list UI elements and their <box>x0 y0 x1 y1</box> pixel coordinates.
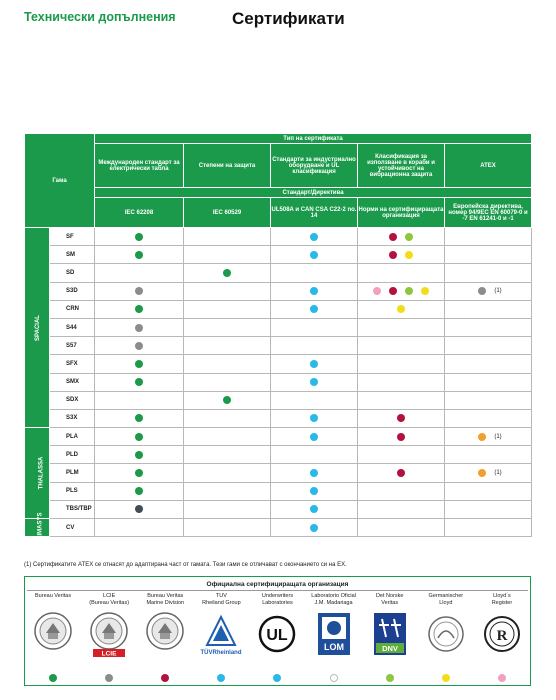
table-row <box>25 246 532 264</box>
cert-cell <box>184 318 271 336</box>
cert-cell <box>271 464 358 482</box>
cyan-dot-icon <box>310 414 318 422</box>
group-label-text: THALASSA <box>38 456 45 490</box>
cert-cell <box>445 391 532 409</box>
footnote-ref: (1) <box>494 288 502 295</box>
svg-text:DNV: DNV <box>381 644 398 653</box>
green-dot-icon <box>135 251 143 259</box>
cert-cell <box>95 337 184 355</box>
column-header: ATEX <box>445 144 532 188</box>
table-row <box>25 282 532 300</box>
cert-cell <box>184 300 271 318</box>
cert-cell <box>445 373 532 391</box>
product-name: PLD <box>50 446 95 464</box>
cyan-dot-icon <box>217 674 225 682</box>
cert-cell <box>184 519 271 537</box>
green-dot-icon <box>223 396 231 404</box>
product-name: TBS/TBP <box>50 500 95 518</box>
org-name-line: LCIE <box>103 593 116 599</box>
table-row <box>25 373 532 391</box>
cert-cell <box>95 228 184 246</box>
lcie-seal-icon <box>87 610 131 658</box>
table-row <box>25 391 532 409</box>
org-name <box>89 592 129 610</box>
cert-cell <box>445 482 532 500</box>
cert-cell <box>271 391 358 409</box>
cyan-dot-icon <box>273 674 281 682</box>
cyan-dot-icon <box>310 524 318 532</box>
cert-cell <box>445 519 532 537</box>
org-name-line: Underwriters <box>261 593 294 599</box>
standard-cell: Норми на сертифициращата организация <box>358 198 445 228</box>
cert-cell <box>184 282 271 300</box>
cert-cell <box>271 264 358 282</box>
page-title: Сертификати <box>232 9 345 28</box>
org-name <box>262 592 293 610</box>
org-name-line: Laboratorio Oficial <box>311 593 356 599</box>
certificates-table <box>24 133 532 544</box>
org-name <box>429 592 464 610</box>
cert-cell <box>271 482 358 500</box>
cyan-dot-icon <box>310 378 318 386</box>
cert-cell <box>445 246 532 264</box>
cert-cell <box>271 246 358 264</box>
table-row <box>25 446 532 464</box>
cert-cell <box>358 519 445 537</box>
cert-cell <box>445 337 532 355</box>
green-dot-icon <box>135 469 143 477</box>
green-dot-icon <box>135 433 143 441</box>
cyan-dot-icon <box>310 433 318 441</box>
green-dot-icon <box>49 674 57 682</box>
green-dot-icon <box>135 451 143 459</box>
svg-text:R: R <box>496 628 508 644</box>
section-title: Технически допълнения <box>24 10 176 24</box>
cert-cell <box>271 300 358 318</box>
cert-cell <box>95 464 184 482</box>
white-dot-icon <box>330 674 338 682</box>
footnote: (1) Сертификатите ATEX се отнасят до адаптирана част от гамата. Тези гами се отличават с окончанието си на EX. <box>24 562 347 568</box>
group-label-text: CLIMASYS <box>37 512 44 544</box>
green-dot-icon <box>135 378 143 386</box>
cert-cell <box>271 519 358 537</box>
org-item <box>249 592 305 682</box>
cert-cell <box>184 446 271 464</box>
org-item <box>474 592 530 682</box>
cert-cell <box>184 373 271 391</box>
cert-cell <box>95 318 184 336</box>
tuv-rheinland-icon <box>199 610 243 658</box>
table-row <box>25 355 532 373</box>
cert-cell <box>445 264 532 282</box>
cert-cell <box>95 391 184 409</box>
cert-cell <box>184 464 271 482</box>
cyan-dot-icon <box>310 487 318 495</box>
footnote-ref: (1) <box>494 470 502 477</box>
bureau-veritas-marine-seal-icon <box>143 610 187 658</box>
cert-cell <box>271 428 358 446</box>
standard-cell: IEC 60529 <box>184 198 271 228</box>
green-dot-icon <box>135 414 143 422</box>
certification-orgs-panel <box>24 576 531 686</box>
product-name: S57 <box>50 337 95 355</box>
product-name: S44 <box>50 318 95 336</box>
product-name: SF <box>50 228 95 246</box>
group-label-text: SPACIAL <box>34 314 41 341</box>
divider <box>27 590 528 591</box>
org-item <box>81 592 137 682</box>
org-name-subline: Register <box>491 599 513 606</box>
crimson-dot-icon <box>389 251 397 259</box>
crimson-dot-icon <box>397 414 405 422</box>
product-name: S3X <box>50 409 95 427</box>
org-name-line: Lloyd´s <box>493 593 511 599</box>
org-name <box>311 592 356 610</box>
gray-dot-icon <box>105 674 113 682</box>
gray-dot-icon <box>135 287 143 295</box>
cert-cell <box>184 246 271 264</box>
cert-cell <box>95 300 184 318</box>
cyan-dot-icon <box>310 287 318 295</box>
crimson-dot-icon <box>397 433 405 441</box>
group-label <box>25 228 50 428</box>
svg-text:UL: UL <box>266 627 289 644</box>
cert-cell <box>358 446 445 464</box>
cert-cell <box>184 428 271 446</box>
cert-cell <box>358 373 445 391</box>
cert-cell <box>358 300 445 318</box>
product-name: S3D <box>50 282 95 300</box>
standard-cell: UL508A и CAN CSA C22-2 no. 14 <box>271 198 358 228</box>
gray-dot-icon <box>478 287 486 295</box>
cert-cell <box>184 355 271 373</box>
svg-text:TÜVRheinland: TÜVRheinland <box>200 650 242 656</box>
product-name: SDX <box>50 391 95 409</box>
cert-cell <box>95 446 184 464</box>
cert-cell <box>184 337 271 355</box>
svg-text:LCIE: LCIE <box>101 650 117 657</box>
org-name <box>492 592 512 610</box>
cert-cell <box>184 482 271 500</box>
cert-cell <box>184 391 271 409</box>
product-name: PLM <box>50 464 95 482</box>
orange-dot-icon <box>478 469 486 477</box>
cert-cell <box>184 500 271 518</box>
cyan-dot-icon <box>310 233 318 241</box>
cert-cell <box>95 409 184 427</box>
cert-cell <box>358 464 445 482</box>
cyan-dot-icon <box>310 505 318 513</box>
group-label <box>25 428 50 519</box>
table-row <box>25 300 532 318</box>
product-name: CV <box>50 519 95 537</box>
cert-cell <box>358 500 445 518</box>
product-name: SD <box>50 264 95 282</box>
cert-cell <box>358 428 445 446</box>
germanischer-lloyd-icon <box>424 610 468 658</box>
cert-cell <box>358 482 445 500</box>
table-row <box>25 519 532 537</box>
crimson-dot-icon <box>389 233 397 241</box>
svg-text:LOM: LOM <box>323 642 344 652</box>
cert-cell <box>445 300 532 318</box>
product-name: CRN <box>50 300 95 318</box>
cert-cell <box>95 373 184 391</box>
org-name <box>35 592 71 610</box>
org-item <box>193 592 249 682</box>
cert-cell <box>271 355 358 373</box>
org-item <box>418 592 474 682</box>
cert-cell <box>358 337 445 355</box>
ul-logo-icon <box>255 610 299 658</box>
crimson-dot-icon <box>161 674 169 682</box>
product-name: PLS <box>50 482 95 500</box>
org-name <box>202 592 241 610</box>
org-name-line: Det Norske <box>375 593 404 599</box>
standard-cell: IEC 62208 <box>95 198 184 228</box>
cert-cell <box>445 228 532 246</box>
cert-cell <box>95 355 184 373</box>
cert-cell <box>445 428 532 446</box>
cert-cell <box>271 318 358 336</box>
cert-cell <box>271 446 358 464</box>
column-header: Международен стандарт за електрически табла <box>95 144 184 188</box>
cert-cell <box>358 264 445 282</box>
column-header: Степени на защита <box>184 144 271 188</box>
cert-cell <box>358 409 445 427</box>
orange-dot-icon <box>478 433 486 441</box>
cert-cell <box>271 282 358 300</box>
cert-cell <box>445 282 532 300</box>
cert-cell <box>184 264 271 282</box>
cert-cell <box>445 464 532 482</box>
org-name-subline: Laboratories <box>262 599 293 606</box>
cert-cell <box>358 355 445 373</box>
org-name-subline: Rheiland Group <box>202 599 241 606</box>
org-name-subline: Lloyd <box>439 599 453 606</box>
cert-cell <box>445 409 532 427</box>
cert-cell <box>95 264 184 282</box>
org-name-line: Bureau Veritas <box>147 593 184 599</box>
cert-cell <box>271 228 358 246</box>
org-item <box>306 592 362 682</box>
cert-cell <box>358 318 445 336</box>
org-name <box>376 592 404 610</box>
cert-cell <box>445 500 532 518</box>
group-label <box>25 512 50 544</box>
org-name-subline: (Bureau Veritas) <box>89 599 130 606</box>
cert-cell <box>271 337 358 355</box>
green-dot-icon <box>135 360 143 368</box>
certificate-type-header: Тип на сертификата <box>95 134 532 144</box>
org-name-line: Bureau Veritas <box>35 593 72 599</box>
yellow-dot-icon <box>442 674 450 682</box>
cyan-dot-icon <box>310 251 318 259</box>
dnv-logo-icon <box>368 610 412 658</box>
product-name: SFX <box>50 355 95 373</box>
cert-cell <box>271 500 358 518</box>
lime-dot-icon <box>405 233 413 241</box>
column-header: Класификация за използване в кораби и устойчивост на вибрационна защита <box>358 144 445 188</box>
org-name-subline: J.M. Madariaga <box>314 599 353 606</box>
cert-cell <box>358 228 445 246</box>
lime-dot-icon <box>405 287 413 295</box>
cert-cell <box>358 391 445 409</box>
table-row <box>25 318 532 336</box>
product-name: SMX <box>50 373 95 391</box>
yellow-dot-icon <box>421 287 429 295</box>
yellow-dot-icon <box>397 305 405 313</box>
pink-dot-icon <box>373 287 381 295</box>
column-header: Стандарти за индустриално оборудване и UL класификация <box>271 144 358 188</box>
lloyds-register-icon <box>480 610 524 658</box>
green-dot-icon <box>223 269 231 277</box>
cert-cell <box>95 428 184 446</box>
table-row <box>25 500 532 518</box>
cert-cell <box>445 318 532 336</box>
green-dot-icon <box>135 233 143 241</box>
cyan-dot-icon <box>310 305 318 313</box>
cert-cell <box>95 482 184 500</box>
cert-cell <box>271 373 358 391</box>
org-name-subline: Veritas <box>381 599 399 606</box>
cert-cell <box>445 355 532 373</box>
cert-cell <box>358 282 445 300</box>
cert-cell <box>95 519 184 537</box>
dark-dot-icon <box>135 505 143 513</box>
lime-dot-icon <box>386 674 394 682</box>
cert-cell <box>95 246 184 264</box>
cyan-dot-icon <box>310 360 318 368</box>
cert-cell <box>271 409 358 427</box>
yellow-dot-icon <box>405 251 413 259</box>
green-dot-icon <box>135 305 143 313</box>
orgs-title: Официална сертифициращата организация <box>206 581 349 588</box>
product-name: PLA <box>50 428 95 446</box>
standard-header: Стандарт/Директива <box>95 188 532 198</box>
org-item <box>362 592 418 682</box>
table-row <box>25 464 532 482</box>
gray-dot-icon <box>135 324 143 332</box>
org-name <box>146 592 184 610</box>
cert-cell <box>358 246 445 264</box>
gama-header: Гама <box>25 134 95 228</box>
cert-cell <box>445 446 532 464</box>
cyan-dot-icon <box>310 469 318 477</box>
crimson-dot-icon <box>389 287 397 295</box>
org-name-line: Germanischer <box>428 593 464 599</box>
crimson-dot-icon <box>397 469 405 477</box>
org-name-line: TUV <box>215 593 227 599</box>
cert-cell <box>184 228 271 246</box>
pink-dot-icon <box>498 674 506 682</box>
org-item <box>25 592 81 682</box>
footnote-ref: (1) <box>494 433 502 440</box>
org-item <box>137 592 193 682</box>
table-row <box>25 482 532 500</box>
standard-cell: Европейска директива, номер 94/9EC EN 60079-0 и -7 EN 61241-0 и -1 <box>445 198 532 228</box>
green-dot-icon <box>135 487 143 495</box>
bureau-veritas-seal-icon <box>31 610 75 658</box>
table-row <box>25 409 532 427</box>
lom-logo-icon <box>312 610 356 658</box>
table-row <box>25 337 532 355</box>
table-row <box>25 228 532 246</box>
table-row <box>25 428 532 446</box>
product-name: SM <box>50 246 95 264</box>
table-row <box>25 264 532 282</box>
cert-cell <box>95 282 184 300</box>
cert-cell <box>95 500 184 518</box>
org-name-subline: Marine Division <box>146 599 185 606</box>
gray-dot-icon <box>135 342 143 350</box>
cert-cell <box>184 409 271 427</box>
